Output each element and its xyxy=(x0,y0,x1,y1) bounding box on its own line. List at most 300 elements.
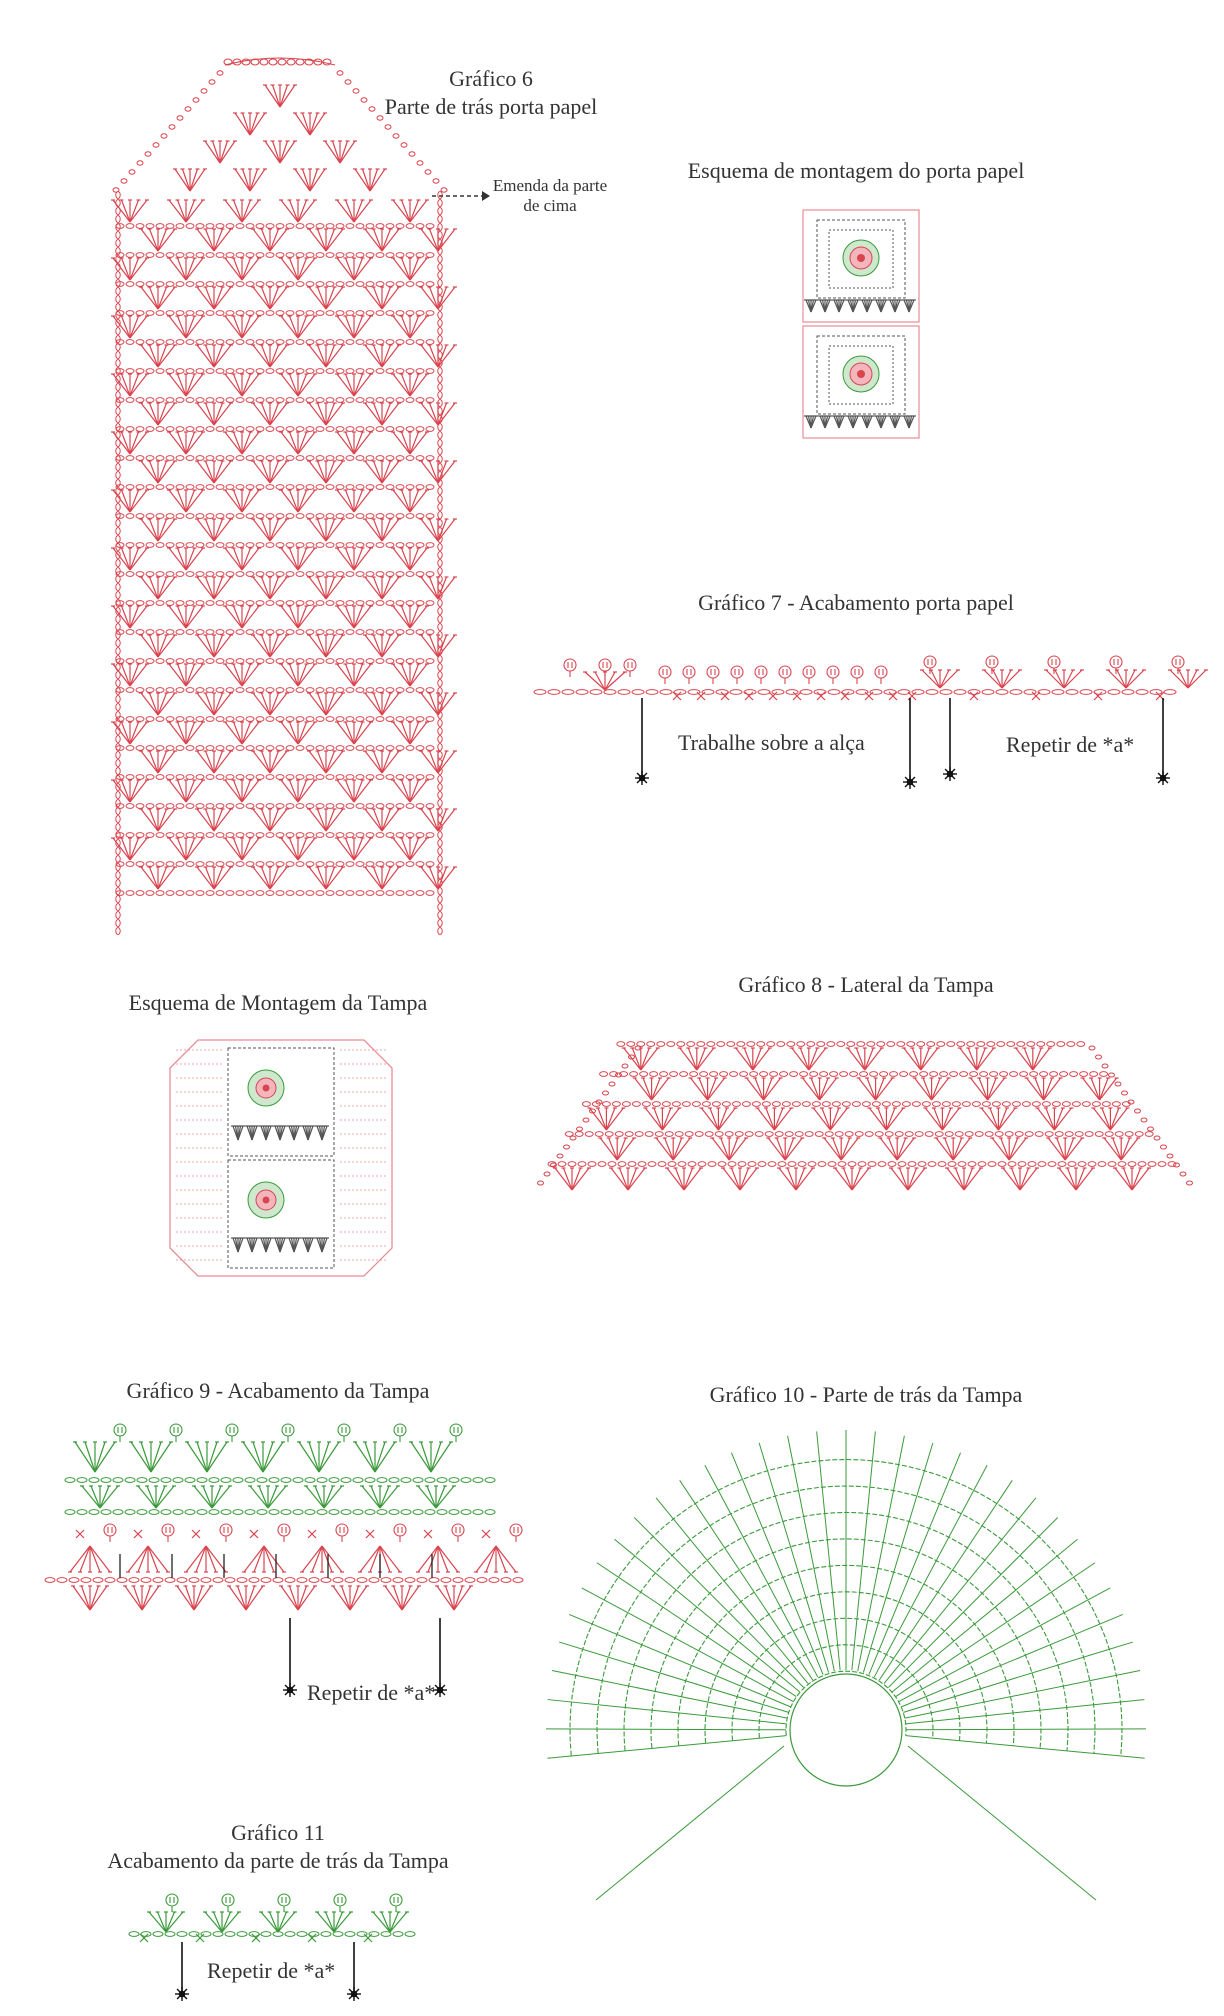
single-crochet-mark xyxy=(308,1934,316,1942)
marker-asterisk-icon xyxy=(175,1942,189,2001)
fan-stitch-icon xyxy=(363,345,401,367)
fan-stitch-icon xyxy=(251,345,289,367)
fan-stitch-icon xyxy=(331,1586,369,1610)
fan-stitch-icon xyxy=(363,519,401,541)
fan-stitch-icon xyxy=(279,780,317,802)
marker-asterisk-icon xyxy=(635,698,649,785)
fan-stitch-icon xyxy=(307,403,345,425)
fan-stitch-icon xyxy=(167,664,205,686)
fan-stitch-icon xyxy=(1057,1168,1095,1190)
picot-icon xyxy=(1110,656,1122,674)
fan-stitch-icon xyxy=(1106,670,1146,688)
single-crochet-mark xyxy=(721,692,729,700)
assembly-holder-title: Esquema de montagem do porta papel xyxy=(687,158,1025,183)
fan-stitch-icon xyxy=(223,200,261,222)
fan-stitch-icon xyxy=(241,1442,285,1472)
fan-stitch-icon xyxy=(136,1486,176,1508)
fan-stitch-icon xyxy=(335,374,373,396)
single-crochet-mark xyxy=(192,1530,200,1538)
fan-stitch-icon xyxy=(139,635,177,657)
tail-left xyxy=(596,1746,784,1900)
tail-right xyxy=(908,1746,1096,1900)
fan-stitch-icon xyxy=(248,1486,288,1508)
fan-stitch-icon xyxy=(416,1486,456,1508)
fan-stitch-icon xyxy=(353,1442,397,1472)
fan-stitch-icon xyxy=(139,867,177,889)
picot-icon xyxy=(226,1424,238,1442)
fan-stitch-icon xyxy=(777,1168,815,1190)
single-crochet-mark xyxy=(745,692,753,700)
chain-icon xyxy=(617,1042,1085,1047)
picot-icon xyxy=(624,659,636,677)
chain-icon xyxy=(116,514,434,519)
fan-stitch-icon xyxy=(167,838,205,860)
picot-icon xyxy=(1048,656,1060,674)
flower-square-icon xyxy=(803,210,919,322)
fan-stitch-icon xyxy=(223,838,261,860)
fan-stitch-icon xyxy=(251,809,289,831)
fan-stitch-icon xyxy=(867,1108,905,1130)
single-crochet-mark xyxy=(76,1530,84,1538)
marker-asterisk-icon xyxy=(283,1618,297,1697)
picot-icon xyxy=(803,666,815,684)
fan-stitch-icon xyxy=(363,867,401,889)
chain-icon xyxy=(116,746,434,751)
center-ring xyxy=(790,1674,902,1786)
picot-icon xyxy=(731,666,743,684)
chain-icon xyxy=(534,690,1176,695)
fan-stitch-icon xyxy=(474,1546,518,1572)
fan-stitch-icon xyxy=(167,374,205,396)
fan-stitch-icon xyxy=(307,345,345,367)
fan-stitch-icon xyxy=(195,287,233,309)
fan-stitch-icon xyxy=(371,1912,409,1932)
fan-stitch-icon xyxy=(643,1108,681,1130)
chain-icon xyxy=(65,1478,495,1483)
fan-stitch-icon xyxy=(73,1442,117,1472)
chart6-subtitle: Parte de trás porta papel xyxy=(384,94,598,119)
fan-stitch-icon xyxy=(139,345,177,367)
fan-stitch-icon xyxy=(307,577,345,599)
fan-stitch-icon xyxy=(391,374,429,396)
picot-icon xyxy=(334,1894,346,1912)
fan-stitch-icon xyxy=(195,751,233,773)
picot-icon xyxy=(170,1424,182,1442)
top-arch xyxy=(224,58,335,65)
fan-stitch-icon xyxy=(175,1586,213,1610)
fan-stitch-icon xyxy=(409,1442,453,1472)
chart6-seam-note: Emenda da parte de cima xyxy=(492,176,608,215)
fan-stitch-icon xyxy=(263,85,297,107)
fan-stitch-icon xyxy=(184,1546,228,1572)
fan-stitch-icon xyxy=(167,200,205,222)
seam-arrow-icon xyxy=(432,190,492,202)
fan-stitch-icon xyxy=(1014,1048,1052,1070)
fan-stitch-icon xyxy=(111,780,149,802)
fan-stitch-icon xyxy=(167,548,205,570)
single-crochet-mark xyxy=(817,692,825,700)
fan-stitch-icon xyxy=(251,519,289,541)
chart7-repeat-note: Repetir de *a* xyxy=(1006,732,1135,757)
assembly-lid-title: Esquema de Montagem da Tampa xyxy=(128,990,428,1015)
fan-stitch-icon xyxy=(335,606,373,628)
fan-stitch-icon xyxy=(251,751,289,773)
single-crochet-mark xyxy=(1094,692,1102,700)
fan-stitch-icon xyxy=(391,258,429,280)
fan-stitch-icon xyxy=(167,432,205,454)
fan-stitch-icon xyxy=(587,1108,625,1130)
picot-icon xyxy=(450,1424,462,1442)
fan-stitch-icon xyxy=(185,1442,229,1472)
fan-stitch-icon xyxy=(279,316,317,338)
fan-stitch-icon xyxy=(167,490,205,512)
fan-stitch-icon xyxy=(167,258,205,280)
fan-stitch-icon xyxy=(689,1078,727,1100)
fan-stitch-icon xyxy=(139,809,177,831)
chart9-diagram xyxy=(40,1418,540,1718)
picot-icon xyxy=(924,656,936,674)
chart7-title: Gráfico 7 - Acabamento porta papel xyxy=(698,590,1014,615)
fan-stitch-icon xyxy=(279,490,317,512)
chart10-diagram xyxy=(560,1430,1160,1950)
fan-stitch-icon xyxy=(363,693,401,715)
fan-stitch-icon xyxy=(307,461,345,483)
fan-stitch-icon xyxy=(360,1486,400,1508)
single-crochet-mark xyxy=(424,1530,432,1538)
fan-stitch-icon xyxy=(195,229,233,251)
picot-icon xyxy=(452,1524,464,1542)
picot-icon xyxy=(220,1524,232,1542)
picot-icon xyxy=(338,1424,350,1442)
fan-stitch-icon xyxy=(263,141,297,163)
fan-stitch-icon xyxy=(846,1048,884,1070)
fan-stitch-icon xyxy=(654,1138,692,1160)
fan-stitch-icon xyxy=(335,548,373,570)
chain-icon xyxy=(116,543,434,548)
chain-icon xyxy=(45,1578,523,1583)
fan-stitch-icon xyxy=(223,780,261,802)
fan-stitch-icon xyxy=(363,577,401,599)
picot-icon xyxy=(114,1424,126,1442)
fan-stitch-icon xyxy=(335,316,373,338)
fan-stitch-icon xyxy=(147,1912,185,1932)
single-crochet-mark xyxy=(366,1530,374,1538)
fan-stitch-icon xyxy=(934,1138,972,1160)
chain-icon xyxy=(65,1510,495,1515)
picot-icon xyxy=(222,1894,234,1912)
fan-stitch-icon xyxy=(678,1048,716,1070)
fan-stitch-icon xyxy=(1025,1078,1063,1100)
fan-stitch-icon xyxy=(335,490,373,512)
fan-stitch-icon xyxy=(251,867,289,889)
fan-stitch-icon xyxy=(223,316,261,338)
fan-stitch-icon xyxy=(391,548,429,570)
fan-stitch-icon xyxy=(139,403,177,425)
chain-icon xyxy=(116,833,434,838)
fan-stitch-icon xyxy=(139,461,177,483)
chart6-diagram xyxy=(110,55,450,935)
fan-stitch-icon xyxy=(233,169,267,191)
fan-stitch-icon xyxy=(251,229,289,251)
picot-icon xyxy=(851,666,863,684)
chart9-title: Gráfico 9 - Acabamento da Tampa xyxy=(126,1378,430,1403)
chain-icon xyxy=(582,1102,1130,1107)
fan-stitch-icon xyxy=(353,169,387,191)
chain-icon xyxy=(116,891,434,896)
picot-icon xyxy=(278,1524,290,1542)
picot-icon xyxy=(162,1524,174,1542)
chart7-handle-note: Trabalhe sobre a alça xyxy=(678,730,865,755)
fan-stitch-icon xyxy=(139,577,177,599)
fan-stitch-icon xyxy=(721,1168,759,1190)
single-crochet-mark xyxy=(196,1934,204,1942)
fan-stitch-icon xyxy=(391,722,429,744)
fan-stitch-icon xyxy=(822,1138,860,1160)
fan-stitch-icon xyxy=(391,780,429,802)
fan-stitch-icon xyxy=(223,606,261,628)
picot-icon xyxy=(282,1424,294,1442)
fan-stitch-icon xyxy=(279,838,317,860)
chart7-diagram xyxy=(530,640,1190,790)
fan-stitch-icon xyxy=(416,1546,460,1572)
fan-stitch-icon xyxy=(279,548,317,570)
fan-stitch-icon xyxy=(139,519,177,541)
fan-stitch-icon xyxy=(335,722,373,744)
chain-icon xyxy=(116,659,434,664)
fan-stitch-icon xyxy=(139,693,177,715)
chain-icon xyxy=(116,485,434,490)
chain-icon xyxy=(116,340,434,345)
fan-stitch-icon xyxy=(969,1078,1007,1100)
chain-icon xyxy=(116,775,434,780)
fan-stitch-icon xyxy=(745,1078,783,1100)
chain-icon xyxy=(116,427,434,432)
fan-stitch-icon xyxy=(167,316,205,338)
fan-stitch-icon xyxy=(223,490,261,512)
fan-stitch-icon xyxy=(583,672,627,690)
fan-stitch-icon xyxy=(920,670,960,688)
fan-stitch-icon xyxy=(307,287,345,309)
picot-icon xyxy=(779,666,791,684)
fan-stitch-icon xyxy=(391,432,429,454)
chart8-title: Gráfico 8 - Lateral da Tampa xyxy=(738,972,994,997)
fan-stitch-icon xyxy=(307,693,345,715)
fan-stitch-icon xyxy=(363,751,401,773)
fan-stitch-icon xyxy=(801,1078,839,1100)
fan-stitch-icon xyxy=(192,1486,232,1508)
fan-stitch-icon xyxy=(293,169,327,191)
fan-stitch-icon xyxy=(633,1078,671,1100)
fan-stitch-icon xyxy=(111,200,149,222)
chain-icon xyxy=(116,862,434,867)
chain-icon xyxy=(116,311,434,316)
fan-stitch-icon xyxy=(766,1138,804,1160)
fan-stitch-icon xyxy=(902,1048,940,1070)
fan-stitch-icon xyxy=(223,432,261,454)
fan-stitch-icon xyxy=(251,403,289,425)
fan-stitch-icon xyxy=(1113,1168,1151,1190)
fan-stitch-icon xyxy=(279,664,317,686)
fan-stitch-icon xyxy=(129,1442,173,1472)
fan-stitch-icon xyxy=(279,722,317,744)
fan-stitch-icon xyxy=(1168,670,1208,688)
fan-stitch-icon xyxy=(335,258,373,280)
chart11-repeat-note: Repetir de *a* xyxy=(207,1958,336,1983)
fan-stitch-icon xyxy=(363,461,401,483)
fan-stitch-icon xyxy=(195,809,233,831)
fan-stitch-icon xyxy=(251,287,289,309)
fan-stitch-icon xyxy=(203,141,237,163)
single-crochet-mark xyxy=(697,692,705,700)
fan-stitch-icon xyxy=(878,1138,916,1160)
picot-icon xyxy=(875,666,887,684)
fan-stitch-icon xyxy=(279,200,317,222)
fan-stitch-icon xyxy=(857,1078,895,1100)
single-crochet-mark xyxy=(673,692,681,700)
fan-stitch-icon xyxy=(1091,1108,1129,1130)
chart9-repeat-note: Repetir de *a* xyxy=(307,1680,436,1705)
fan-stitch-icon xyxy=(167,606,205,628)
fan-stitch-icon xyxy=(304,1486,344,1508)
fan-stitch-icon xyxy=(363,403,401,425)
fan-stitch-icon xyxy=(195,693,233,715)
fan-stitch-icon xyxy=(958,1048,996,1070)
fan-stitch-icon xyxy=(383,1586,421,1610)
fan-stitch-icon xyxy=(1044,670,1084,688)
chain-icon xyxy=(116,253,434,258)
single-crochet-mark xyxy=(970,692,978,700)
marker-asterisk-icon xyxy=(1156,698,1170,785)
fan-stitch-icon xyxy=(223,548,261,570)
chain-icon xyxy=(116,192,120,935)
fan-stitch-icon xyxy=(755,1108,793,1130)
fan-stitch-icon xyxy=(889,1168,927,1190)
chart8-diagram xyxy=(530,1042,1202,1202)
fan-stitch-icon xyxy=(167,722,205,744)
fan-stitch-icon xyxy=(71,1586,109,1610)
assembly-holder-diagram xyxy=(803,210,919,440)
fan-stitch-icon xyxy=(297,1442,341,1472)
fan-stitch-icon xyxy=(315,1912,353,1932)
fan-stitch-icon xyxy=(609,1168,647,1190)
fan-stitch-icon xyxy=(979,1108,1017,1130)
fan-stitch-icon xyxy=(945,1168,983,1190)
fan-stitch-icon xyxy=(307,519,345,541)
fan-stitch-icon xyxy=(259,1912,297,1932)
fan-stitch-icon xyxy=(335,780,373,802)
single-crochet-mark xyxy=(482,1530,490,1538)
assembly-lid-diagram xyxy=(170,1040,392,1276)
single-crochet-mark xyxy=(140,1934,148,1942)
fan-stitch-icon xyxy=(139,287,177,309)
chain-icon xyxy=(548,1162,1176,1167)
picot-icon xyxy=(986,656,998,674)
fan-stitch-icon xyxy=(123,1586,161,1610)
chain-icon xyxy=(116,630,434,635)
fan-stitch-icon xyxy=(279,432,317,454)
fan-stitch-icon xyxy=(307,867,345,889)
fan-stitch-icon xyxy=(363,229,401,251)
flower-square-icon xyxy=(228,1160,334,1268)
fan-stitch-icon xyxy=(233,113,267,135)
chain-icon xyxy=(116,456,434,461)
single-crochet-mark xyxy=(250,1530,258,1538)
fan-stitch-icon xyxy=(307,809,345,831)
fan-stitch-icon xyxy=(203,1912,241,1932)
chain-icon xyxy=(116,369,434,374)
chain-icon xyxy=(116,804,434,809)
picot-icon xyxy=(336,1524,348,1542)
chain-icon xyxy=(565,1132,1153,1137)
fan-stitch-icon xyxy=(139,751,177,773)
picot-icon xyxy=(390,1894,402,1912)
fan-stitch-icon xyxy=(391,606,429,628)
fan-stitch-icon xyxy=(251,461,289,483)
single-crochet-mark xyxy=(134,1530,142,1538)
fan-stitch-icon xyxy=(223,664,261,686)
fan-stitch-icon xyxy=(913,1078,951,1100)
picot-icon xyxy=(278,1894,290,1912)
fan-stitch-icon xyxy=(323,141,357,163)
fan-stitch-icon xyxy=(1046,1138,1084,1160)
fan-stitch-icon xyxy=(833,1168,871,1190)
flower-square-icon xyxy=(803,326,919,438)
picot-icon xyxy=(104,1524,116,1542)
fan-stitch-icon xyxy=(363,809,401,831)
fan-stitch-icon xyxy=(111,664,149,686)
single-crochet-mark xyxy=(889,692,897,700)
fan-stitch-icon xyxy=(80,1486,120,1508)
fan-stitch-icon xyxy=(391,664,429,686)
picot-icon xyxy=(166,1894,178,1912)
chart6-title: Gráfico 6 xyxy=(449,66,533,91)
fan-stitch-icon xyxy=(734,1048,772,1070)
fan-stitch-icon xyxy=(279,374,317,396)
fan-stitch-icon xyxy=(300,1546,344,1572)
flower-square-icon xyxy=(228,1048,334,1156)
fan-stitch-icon xyxy=(307,751,345,773)
fan-stitch-icon xyxy=(139,229,177,251)
fan-stitch-icon xyxy=(553,1168,591,1190)
fan-stitch-icon xyxy=(363,635,401,657)
fan-stitch-icon xyxy=(1081,1078,1119,1100)
fan-stitch-icon xyxy=(391,490,429,512)
picot-icon xyxy=(827,666,839,684)
chart10-title: Gráfico 10 - Parte de trás da Tampa xyxy=(709,1382,1023,1407)
fan-stitch-icon xyxy=(811,1108,849,1130)
single-crochet-mark xyxy=(308,1530,316,1538)
chart11-subtitle: Acabamento da parte de trás da Tampa xyxy=(107,1848,449,1873)
picot-icon xyxy=(394,1424,406,1442)
fan-stitch-icon xyxy=(335,664,373,686)
single-crochet-mark xyxy=(252,1934,260,1942)
fan-stitch-icon xyxy=(111,432,149,454)
fan-stitch-icon xyxy=(990,1138,1028,1160)
chain-icon xyxy=(116,688,434,693)
fan-stitch-icon xyxy=(223,722,261,744)
picot-icon xyxy=(707,666,719,684)
chain-icon xyxy=(600,1072,1108,1077)
fan-stitch-icon xyxy=(790,1048,828,1070)
fan-stitch-icon xyxy=(665,1168,703,1190)
chain-icon xyxy=(116,398,434,403)
fan-stitch-icon xyxy=(923,1108,961,1130)
fan-stitch-icon xyxy=(279,606,317,628)
fan-stitch-icon xyxy=(1001,1168,1039,1190)
fan-stitch-icon xyxy=(251,635,289,657)
chart11-title: Gráfico 11 xyxy=(231,1820,325,1845)
fan-stitch-icon xyxy=(111,316,149,338)
